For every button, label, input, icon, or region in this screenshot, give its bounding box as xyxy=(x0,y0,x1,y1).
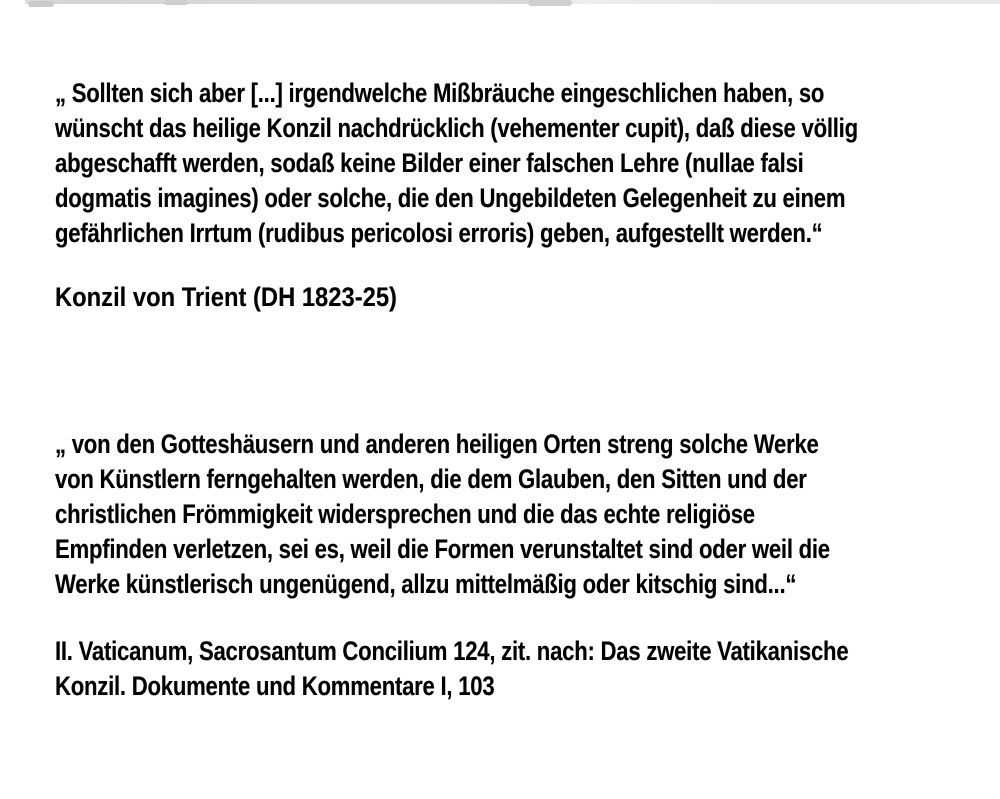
quote-block-trient xyxy=(55,76,1000,251)
scan-smudge xyxy=(528,0,572,6)
quote-line: abgeschafft werden, sodaß keine Bilder einer falschen Lehre (nullae falsi xyxy=(55,148,804,178)
scan-smudge xyxy=(28,1,54,7)
quote-block-vaticanum xyxy=(55,427,1000,602)
citation-trient: Konzil von Trient (DH 1823-25) xyxy=(55,282,397,312)
quote-line: Empfinden verletzen, sei es, weil die Formen verunstaltet sind oder weil die xyxy=(55,534,830,564)
quote-line: „ Sollten sich aber [...] irgendwelche Mißbräuche eingeschlichen haben, so xyxy=(55,78,825,108)
quote-line: „ von den Gotteshäusern und anderen heiligen Orten streng solche Werke xyxy=(55,429,819,459)
quote-line: wünscht das heilige Konzil nachdrücklich (vehementer cupit), daß diese völlig xyxy=(55,113,858,143)
citation-line: Konzil. Dokumente und Kommentare I, 103 xyxy=(55,671,495,701)
scan-smudge xyxy=(164,0,188,5)
quote-line: von Künstlern ferngehalten werden, die dem Glauben, den Sitten und der xyxy=(55,464,807,494)
citation-line: II. Vaticanum, Sacrosantum Concilium 124, zit. nach: Das zweite Vatikanische xyxy=(55,636,849,666)
quote-line: Werke künstlerisch ungenügend, allzu mittelmäßig oder kitschig sind...“ xyxy=(55,569,797,599)
citation-vaticanum xyxy=(55,634,1000,704)
quote-line: gefährlichen Irrtum (rudibus pericolosi erroris) geben, aufgestellt werden.“ xyxy=(55,218,823,248)
quote-line: dogmatis imagines) oder solche, die den Ungebildeten Gelegenheit zu einem xyxy=(55,183,846,213)
quote-line: christlichen Frömmigkeit widersprechen und die das echte religiöse xyxy=(55,499,755,529)
